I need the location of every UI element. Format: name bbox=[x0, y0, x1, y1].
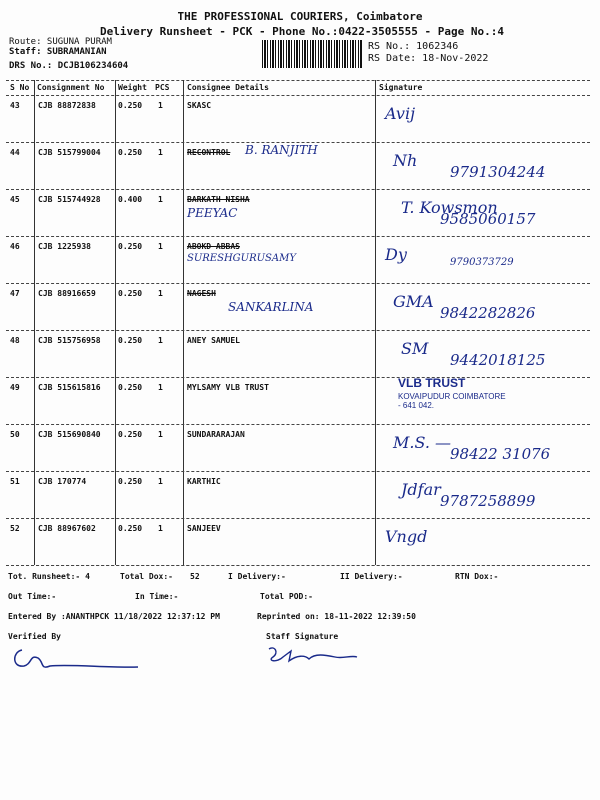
table-bottom-rule bbox=[6, 565, 590, 566]
col-divider bbox=[375, 80, 376, 565]
row-consignment-no: CJB 1225938 bbox=[38, 242, 91, 251]
row-phone-note: 9790373729 bbox=[450, 257, 514, 268]
row-divider bbox=[6, 330, 590, 331]
total-pod: Total POD:- bbox=[260, 592, 313, 601]
row-handwritten-name: B. RANJITH bbox=[245, 143, 318, 157]
row-pcs: 1 bbox=[158, 383, 163, 392]
row-signature: SM bbox=[401, 339, 429, 358]
row-consignment-no: CJB 515756958 bbox=[38, 336, 101, 345]
row-consignment-no: CJB 515744928 bbox=[38, 195, 101, 204]
verified-by-label: Verified By bbox=[8, 632, 61, 641]
row-consignment-no: CJB 515690840 bbox=[38, 430, 101, 439]
i-delivery: I Delivery:- bbox=[228, 572, 286, 581]
row-sno: 43 bbox=[10, 101, 20, 110]
row-phone-note: 9442018125 bbox=[450, 351, 546, 369]
barcode bbox=[262, 40, 362, 68]
reprinted-on: Reprinted on: 18-11-2022 12:39:50 bbox=[257, 612, 416, 621]
row-sno: 46 bbox=[10, 242, 20, 251]
row-pcs: 1 bbox=[158, 524, 163, 533]
row-divider bbox=[6, 283, 590, 284]
row-sno: 45 bbox=[10, 195, 20, 204]
row-signature: Nh bbox=[393, 151, 418, 170]
row-weight: 0.250 bbox=[118, 383, 143, 392]
row-weight: 0.250 bbox=[118, 242, 143, 251]
row-weight: 0.250 bbox=[118, 148, 143, 157]
row-weight: 0.250 bbox=[118, 336, 143, 345]
row-handwritten-name: SURESHGURUSAMY bbox=[187, 253, 296, 264]
tot-runsheet: Tot. Runsheet:- 4 bbox=[8, 572, 90, 581]
row-consignee: RECONTROL bbox=[187, 148, 231, 157]
row-consignment-no: CJB 88872838 bbox=[38, 101, 96, 110]
col-header-signature: Signature bbox=[379, 83, 423, 92]
row-divider bbox=[6, 377, 590, 378]
rs-number: RS No.: 1062346 bbox=[368, 41, 459, 52]
col-header-consignee: Consignee Details bbox=[187, 83, 269, 92]
row-sno: 44 bbox=[10, 148, 20, 157]
total-dox-value: 52 bbox=[190, 572, 200, 581]
row-pcs: 1 bbox=[158, 148, 163, 157]
row-phone-note: 9585060157 bbox=[440, 210, 536, 228]
row-pcs: 1 bbox=[158, 477, 163, 486]
row-phone-note: 9791304244 bbox=[450, 163, 546, 181]
row-divider bbox=[6, 189, 590, 190]
runsheet-title: Delivery Runsheet - PCK - Phone No.:0422-3505555 - Page No.:4 bbox=[100, 25, 504, 38]
row-consignee: SANJEEV bbox=[187, 524, 221, 533]
company-title: THE PROFESSIONAL COURIERS, Coimbatore bbox=[177, 10, 423, 23]
row-consignee: BARKATH NISHA bbox=[187, 195, 250, 204]
staff-label: Staff: SUBRAMANIAN bbox=[9, 47, 107, 57]
row-divider bbox=[6, 471, 590, 472]
row-pcs: 1 bbox=[158, 101, 163, 110]
col-header-sno: S No bbox=[10, 83, 30, 92]
total-dox-label: Total Dox:- bbox=[120, 572, 173, 581]
row-signature: T. Kowsmon bbox=[401, 198, 498, 217]
row-consignment-no: CJB 515615816 bbox=[38, 383, 101, 392]
rs-date: RS Date: 18-Nov-2022 bbox=[368, 53, 489, 64]
row-divider bbox=[6, 518, 590, 519]
row-sno: 51 bbox=[10, 477, 20, 486]
row-consignee: SKASC bbox=[187, 101, 212, 110]
staff-signature bbox=[265, 643, 360, 668]
row-consignment-no: CJB 515799004 bbox=[38, 148, 101, 157]
row-stamp-address: KOVAIPUDUR COIMBATORE - 641 042. bbox=[398, 392, 506, 410]
entered-by: Entered By :ANANTHPCK 11/18/2022 12:37:12 PM bbox=[8, 612, 220, 621]
route-label: Route: SUGUNA PURAM bbox=[9, 37, 112, 47]
row-phone-note: 9787258899 bbox=[440, 492, 536, 510]
row-phone-note: 9842282826 bbox=[440, 304, 536, 322]
staff-signature-label: Staff Signature bbox=[266, 632, 339, 641]
row-consignee: NAGESH bbox=[187, 289, 216, 298]
row-pcs: 1 bbox=[158, 336, 163, 345]
row-sno: 50 bbox=[10, 430, 20, 439]
row-handwritten-name: SANKARLINA bbox=[228, 300, 314, 314]
row-weight: 0.250 bbox=[118, 524, 143, 533]
row-weight: 0.400 bbox=[118, 195, 143, 204]
col-header-weight: Weight bbox=[118, 83, 147, 92]
row-weight: 0.250 bbox=[118, 101, 143, 110]
row-weight: 0.250 bbox=[118, 430, 143, 439]
row-consignment-no: CJB 170774 bbox=[38, 477, 87, 486]
row-pcs: 1 bbox=[158, 242, 163, 251]
row-weight: 0.250 bbox=[118, 477, 143, 486]
row-consignment-no: CJB 88916659 bbox=[38, 289, 96, 298]
row-signature: M.S. — bbox=[393, 433, 452, 452]
rtn-dox: RTN Dox:- bbox=[455, 572, 499, 581]
row-consignee: SUNDARARAJAN bbox=[187, 430, 245, 439]
row-signature: Avij bbox=[385, 104, 416, 123]
row-signature: GMA bbox=[393, 292, 434, 311]
col-divider bbox=[183, 80, 184, 565]
row-pcs: 1 bbox=[158, 289, 163, 298]
row-phone-note: 98422 31076 bbox=[450, 445, 551, 463]
row-sno: 49 bbox=[10, 383, 20, 392]
verifier-signature bbox=[10, 640, 140, 675]
row-signature-stamp: VLB TRUST bbox=[398, 376, 466, 390]
ii-delivery: II Delivery:- bbox=[340, 572, 403, 581]
row-pcs: 1 bbox=[158, 195, 163, 204]
row-signature: Jdfar bbox=[401, 480, 441, 499]
row-consignee: ANEY SAMUEL bbox=[187, 336, 240, 345]
table-top-rule bbox=[6, 80, 590, 81]
row-signature: Vngd bbox=[385, 527, 428, 546]
col-divider bbox=[115, 80, 116, 565]
drs-number: DRS No.: DCJB106234604 bbox=[9, 61, 129, 71]
in-time: In Time:- bbox=[135, 592, 179, 601]
row-consignee: MYLSAMY VLB TRUST bbox=[187, 383, 269, 392]
out-time: Out Time:- bbox=[8, 592, 57, 601]
row-pcs: 1 bbox=[158, 430, 163, 439]
row-sno: 52 bbox=[10, 524, 20, 533]
row-divider bbox=[6, 236, 590, 237]
col-divider bbox=[34, 80, 35, 565]
row-divider bbox=[6, 424, 590, 425]
col-header-consignment: Consignment No bbox=[37, 83, 105, 92]
row-sno: 47 bbox=[10, 289, 20, 298]
col-header-pcs: PCS bbox=[155, 83, 170, 92]
row-sno: 48 bbox=[10, 336, 20, 345]
row-consignee: ABOKD ABBAS bbox=[187, 242, 240, 251]
row-signature: Dy bbox=[385, 245, 407, 264]
row-weight: 0.250 bbox=[118, 289, 143, 298]
header-rule bbox=[6, 95, 590, 96]
row-consignment-no: CJB 88967602 bbox=[38, 524, 96, 533]
row-consignee: KARTHIC bbox=[187, 477, 221, 486]
row-handwritten-name: PEEYAC bbox=[187, 206, 238, 220]
